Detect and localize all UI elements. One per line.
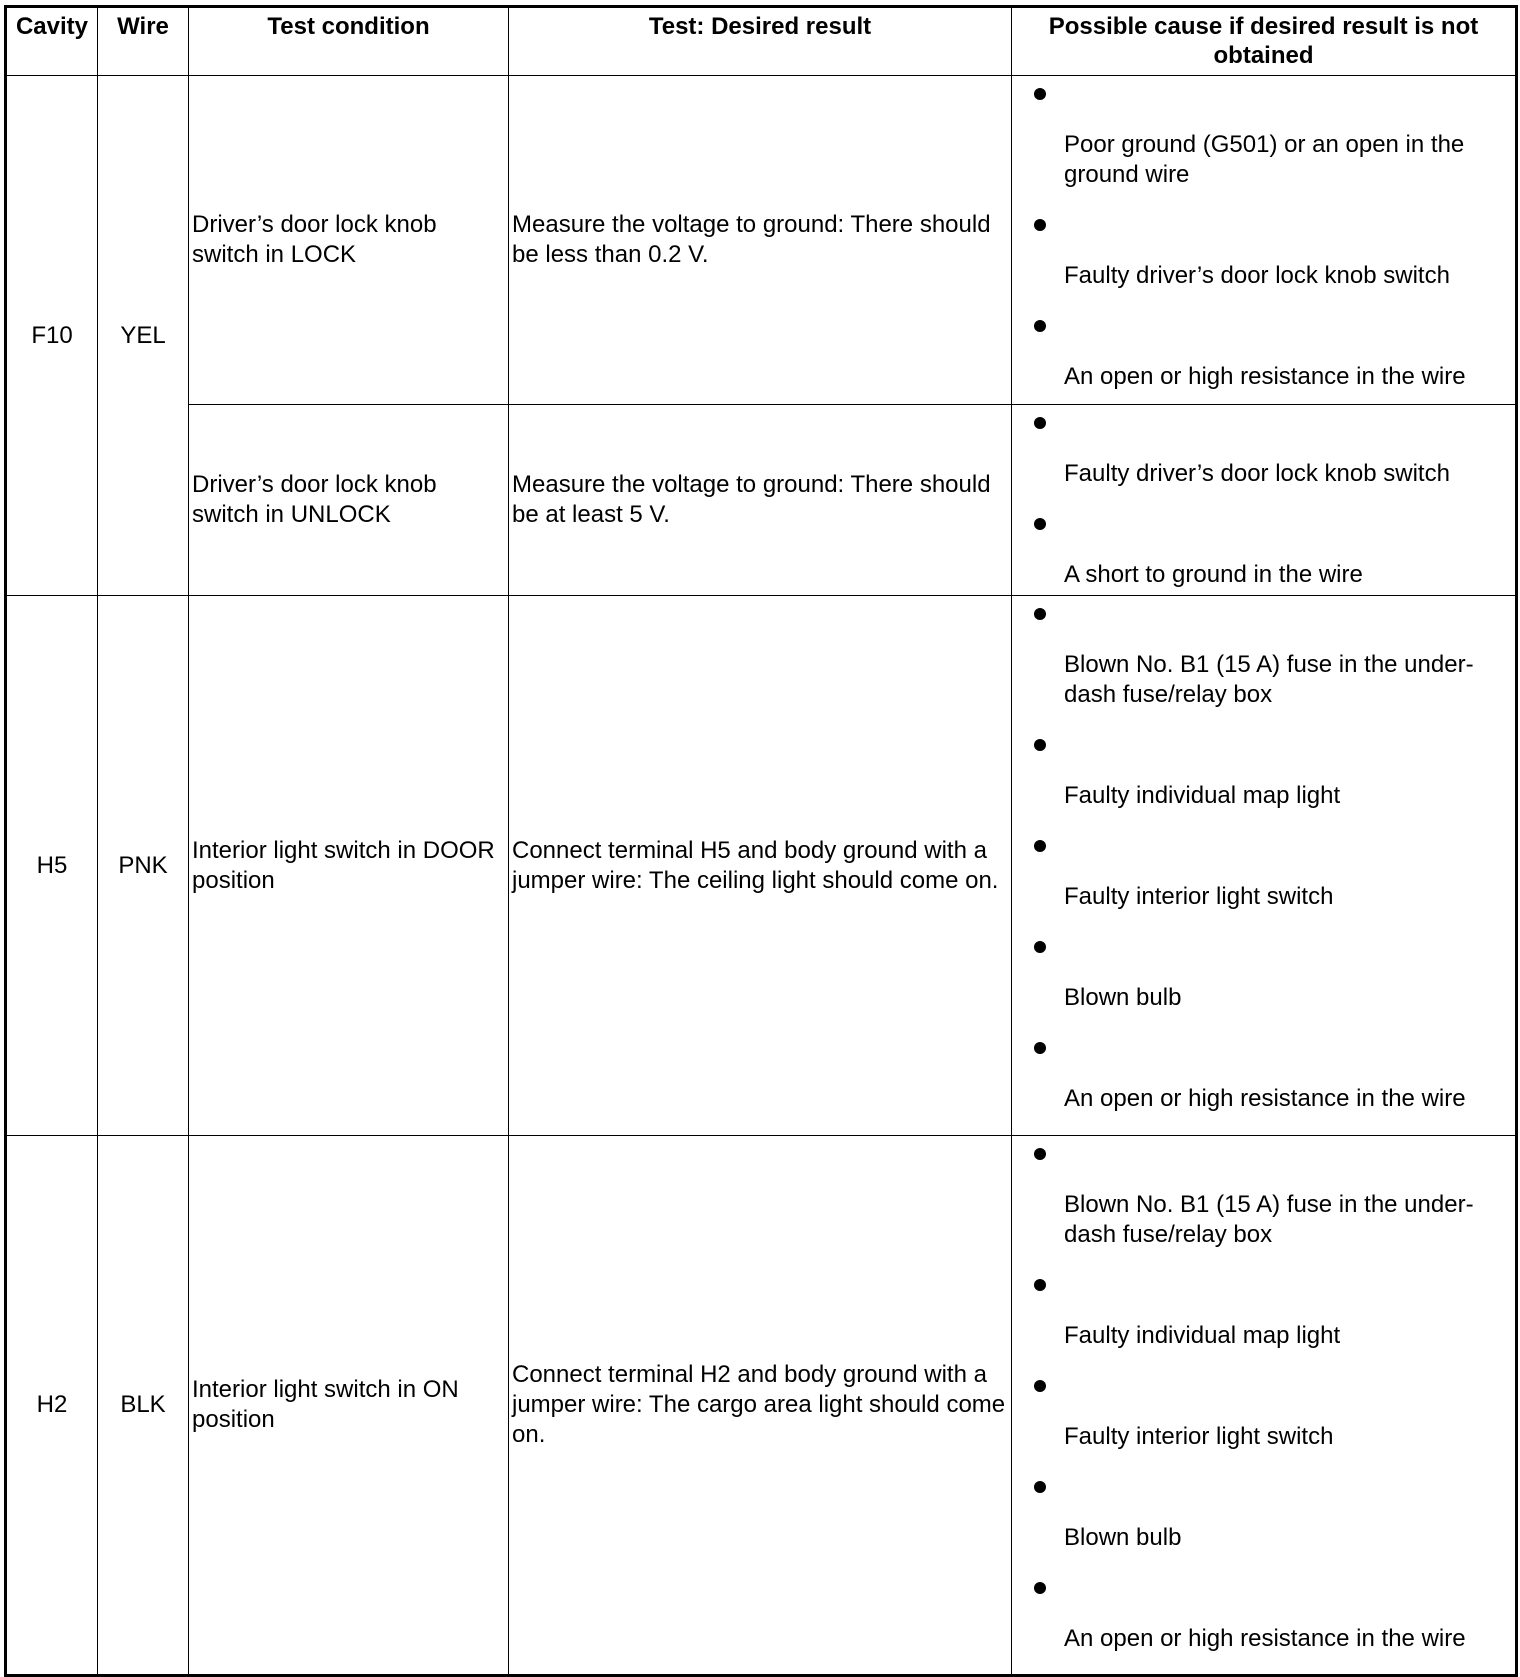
possible-cause-cell — [1012, 1136, 1517, 1676]
cause-text: An open or high resistance in the wire — [1064, 1625, 1466, 1652]
cause-text: Faulty interior light switch — [1064, 883, 1334, 910]
possible-cause-cell — [1012, 76, 1517, 405]
wire-cell: PNK — [98, 596, 189, 1136]
list-item — [1012, 1570, 1515, 1654]
bullet-icon — [1034, 417, 1046, 429]
test-condition-cell: Driver’s door lock knob switch in UNLOCK — [189, 405, 509, 596]
cause-text: An open or high resistance in the wire — [1064, 1085, 1466, 1112]
list-item — [1012, 1368, 1515, 1469]
bullet-icon — [1034, 1481, 1046, 1493]
bullet-icon — [1034, 1148, 1046, 1160]
header-cavity: Cavity — [6, 7, 98, 76]
cause-text: Blown bulb — [1064, 984, 1182, 1011]
list-item — [1012, 596, 1515, 727]
cavity-cell: H2 — [6, 1136, 98, 1676]
list-item — [1012, 1136, 1515, 1267]
desired-result-cell: Measure the voltage to ground: There should be less than 0.2 V. — [509, 76, 1012, 405]
test-condition-cell: Driver’s door lock knob switch in LOCK — [189, 76, 509, 405]
table-row — [6, 1136, 1517, 1676]
test-condition-cell: Interior light switch in ON position — [189, 1136, 509, 1676]
bullet-icon — [1034, 941, 1046, 953]
list-item — [1012, 308, 1515, 392]
bullet-icon — [1034, 739, 1046, 751]
cause-text: Blown No. B1 (15 A) fuse in the under-dash fuse/relay box — [1064, 1191, 1474, 1248]
table-row — [6, 76, 1517, 405]
wire-cell: YEL — [98, 76, 189, 596]
wire-cell: BLK — [98, 1136, 189, 1676]
test-condition-cell: Interior light switch in DOOR position — [189, 596, 509, 1136]
cause-text: Blown bulb — [1064, 1524, 1182, 1551]
cause-text: Faulty driver’s door lock knob switch — [1064, 460, 1450, 487]
cause-list — [1012, 596, 1515, 1114]
desired-result-cell: Connect terminal H5 and body ground with a jumper wire: The ceiling light should come on. — [509, 596, 1012, 1136]
cause-text: Faulty individual map light — [1064, 782, 1341, 809]
bullet-icon — [1034, 88, 1046, 100]
bullet-icon — [1034, 1380, 1046, 1392]
cavity-cell: F10 — [6, 76, 98, 596]
possible-cause-cell — [1012, 596, 1517, 1136]
bullet-icon — [1034, 608, 1046, 620]
bullet-icon — [1034, 518, 1046, 530]
cause-text: Faulty individual map light — [1064, 1322, 1341, 1349]
list-item — [1012, 1469, 1515, 1570]
list-item — [1012, 727, 1515, 828]
cause-list — [1012, 76, 1515, 392]
cause-text: Faulty interior light switch — [1064, 1423, 1334, 1450]
table-row — [6, 596, 1517, 1136]
list-item — [1012, 1267, 1515, 1368]
cause-list — [1012, 405, 1515, 590]
cause-text: Faulty driver’s door lock knob switch — [1064, 262, 1450, 289]
bullet-icon — [1034, 320, 1046, 332]
desired-result-cell: Connect terminal H2 and body ground with a jumper wire: The cargo area light should come on. — [509, 1136, 1012, 1676]
possible-cause-cell — [1012, 405, 1517, 596]
list-item — [1012, 1030, 1515, 1114]
cause-text: An open or high resistance in the wire — [1064, 363, 1466, 390]
list-item — [1012, 207, 1515, 308]
cause-text: A short to ground in the wire — [1064, 561, 1363, 588]
list-item — [1012, 405, 1515, 506]
list-item — [1012, 76, 1515, 207]
bullet-icon — [1034, 219, 1046, 231]
cause-text: Blown No. B1 (15 A) fuse in the under-dash fuse/relay box — [1064, 651, 1474, 708]
diagnostic-table — [4, 5, 1518, 1677]
bullet-icon — [1034, 840, 1046, 852]
list-item — [1012, 506, 1515, 590]
header-wire: Wire — [98, 7, 189, 76]
bullet-icon — [1034, 1042, 1046, 1054]
header-row — [6, 7, 1517, 76]
header-test-condition: Test condition — [189, 7, 509, 76]
table-row — [6, 405, 1517, 596]
list-item — [1012, 929, 1515, 1030]
bullet-icon — [1034, 1279, 1046, 1291]
desired-result-cell: Measure the voltage to ground: There should be at least 5 V. — [509, 405, 1012, 596]
list-item — [1012, 828, 1515, 929]
cause-text: Poor ground (G501) or an open in the ground wire — [1064, 131, 1465, 188]
header-possible-cause: Possible cause if desired result is not obtained — [1012, 7, 1517, 76]
header-desired-result: Test: Desired result — [509, 7, 1012, 76]
cause-list — [1012, 1136, 1515, 1654]
bullet-icon — [1034, 1582, 1046, 1594]
cavity-cell: H5 — [6, 596, 98, 1136]
